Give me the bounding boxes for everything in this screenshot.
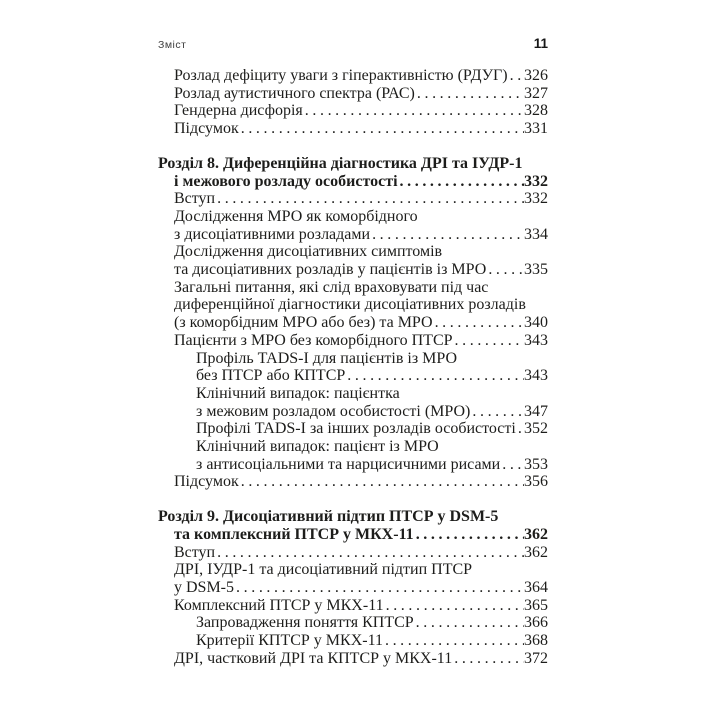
toc-entry <box>158 226 548 244</box>
toc-entry-text: без ПТСР або КПТСР <box>196 367 346 385</box>
toc-entry <box>158 367 548 385</box>
toc-entry-page: 364 <box>524 578 548 596</box>
toc-entry <box>158 420 548 438</box>
toc-entry-page: 335 <box>524 261 548 279</box>
toc-dot-leader <box>345 367 524 385</box>
toc-entry-text: Критерії КПТСР у МКХ-11 <box>196 632 383 650</box>
toc-entry <box>158 85 548 103</box>
toc-entry-page: 365 <box>524 596 548 614</box>
toc-entry <box>158 102 548 120</box>
toc-entry <box>158 526 548 544</box>
toc-entry-page: 353 <box>524 455 548 473</box>
toc-entry-text: Дослідження дисоціативних симптомів <box>174 243 443 261</box>
toc-dot-leader <box>234 579 524 597</box>
toc-entry-page: 331 <box>524 120 548 138</box>
toc-entry-text: Запровадження поняття КПТСР <box>196 614 414 632</box>
toc-dot-leader <box>414 614 524 632</box>
toc-entry <box>158 561 548 579</box>
toc-entry-page: 356 <box>524 473 548 491</box>
toc-entry-page: 327 <box>524 84 548 102</box>
toc-dot-leader <box>500 456 524 474</box>
toc-entry-text: Розділ 8. Диференційна діагностика ДРІ та ІУДР-1 <box>158 154 523 172</box>
toc-entry <box>158 632 548 650</box>
toc-dot-leader <box>384 597 524 615</box>
toc-dot-leader <box>215 190 524 208</box>
running-title: Зміст <box>158 39 187 51</box>
toc-entry-text: Клінічний випадок: пацієнтка <box>196 384 400 402</box>
toc-dot-leader <box>516 420 524 438</box>
toc-entry-text: Підсумок <box>174 473 239 491</box>
toc-entry-page: 362 <box>524 525 548 543</box>
toc-entry-text: Підсумок <box>174 120 239 138</box>
toc-entry-text: Розлад дефіциту уваги з гіперактивністю (РДУГ) <box>174 67 508 84</box>
toc-dot-leader <box>239 120 524 138</box>
toc-entry <box>158 314 548 332</box>
toc-entry-text: Профіль TADS-I для пацієнтів із МРО <box>196 349 458 367</box>
toc-dot-leader <box>215 544 524 562</box>
toc-dot-leader <box>452 650 524 668</box>
toc-dot-leader <box>303 102 524 120</box>
toc-entry-page: 352 <box>524 420 548 438</box>
toc-entry <box>158 597 548 615</box>
toc-entry-text: і межового розладу особистості <box>174 172 398 190</box>
toc-entry <box>158 173 548 191</box>
toc-entry <box>158 438 548 456</box>
toc-entry <box>158 243 548 261</box>
toc-entry-text: з межовим розладом особистості (МРО) <box>196 402 471 420</box>
toc-dot-leader <box>415 85 524 103</box>
toc-entry <box>158 544 548 562</box>
toc-entry-text: Клінічний випадок: пацієнт із МРО <box>196 438 439 456</box>
toc-entry-page: 368 <box>524 632 548 650</box>
toc-entry <box>158 614 548 632</box>
toc-entry-text: Загальні питання, які слід враховувати під час <box>174 278 489 296</box>
toc-entry <box>158 403 548 421</box>
toc-entry <box>158 508 548 526</box>
toc-entry-page: 343 <box>524 331 548 349</box>
toc-entry <box>158 473 548 491</box>
toc-entry-text: Дослідження МРО як коморбідного <box>174 207 418 225</box>
toc-entry-text: Профілі TADS-I за інших розладів особистості <box>196 420 516 438</box>
toc-entry-page: 366 <box>524 614 548 632</box>
toc-entry-page: 372 <box>524 649 548 667</box>
toc-entry-text: диференційної діагностики дисоціативних розладів <box>174 296 526 314</box>
toc-entry <box>158 332 548 350</box>
toc-entry-page: 328 <box>524 102 548 120</box>
page-header <box>158 36 548 51</box>
toc-entry-page: 347 <box>524 402 548 420</box>
toc-dot-leader <box>453 332 524 350</box>
toc-dot-leader <box>470 403 524 421</box>
toc-entry-text: Гендерна дисфорія <box>174 102 303 120</box>
toc-entry <box>158 279 548 297</box>
toc-entry-text: Комплексний ПТСР у МКХ-11 <box>174 596 384 614</box>
toc-entry <box>158 208 548 226</box>
toc-entry <box>158 120 548 138</box>
toc-dot-leader <box>433 314 524 332</box>
toc-entry <box>158 579 548 597</box>
toc-dot-leader <box>239 473 524 491</box>
toc-dot-leader <box>383 632 524 650</box>
toc-entry <box>158 650 548 668</box>
toc-list <box>158 67 548 668</box>
toc-entry <box>158 190 548 208</box>
page-content <box>158 36 548 668</box>
toc-entry-page: 340 <box>524 314 548 332</box>
toc-dot-leader <box>370 226 524 244</box>
toc-entry-text: Пацієнти з МРО без коморбідного ПТСР <box>174 331 453 349</box>
toc-entry-text: Вступ <box>174 190 216 208</box>
toc-entry <box>158 67 548 85</box>
toc-entry-text: Розділ 9. Дисоціативний підтип ПТСР у DSM-5 <box>158 508 499 526</box>
toc-entry-page: 332 <box>524 172 548 190</box>
toc-dot-leader <box>398 173 524 191</box>
toc-entry-page: 332 <box>524 190 548 208</box>
toc-entry-text: ДРІ, частковий ДРІ та КПТСР у МКХ-11 <box>174 649 453 667</box>
toc-entry <box>158 261 548 279</box>
toc-entry <box>158 456 548 474</box>
toc-entry-page: 326 <box>524 67 548 84</box>
toc-dot-leader <box>414 526 524 544</box>
page-number: 11 <box>533 36 548 51</box>
toc-dot-leader <box>486 261 524 279</box>
toc-entry-text: (з коморбідним МРО або без) та МРО <box>174 314 433 332</box>
toc-entry-page: 362 <box>524 543 548 561</box>
toc-entry-text: та комплексний ПТСР у МКХ-11 <box>174 525 414 543</box>
toc-entry <box>158 155 548 173</box>
toc-entry-text: Вступ <box>174 543 216 561</box>
toc-entry-page: 343 <box>524 367 548 385</box>
toc-entry-text: з антисоціальними та нарцисичними рисами <box>196 455 501 473</box>
toc-entry-page: 334 <box>524 225 548 243</box>
toc-dot-leader <box>508 67 524 85</box>
toc-entry-text: у DSM-5 <box>174 578 235 596</box>
toc-entry <box>158 350 548 368</box>
toc-entry <box>158 385 548 403</box>
toc-entry-text: з дисоціативними розладами <box>174 225 371 243</box>
toc-entry-text: та дисоціативних розладів у пацієнтів із МРО <box>174 261 487 279</box>
toc-entry-text: Розлад аутистичного спектра (РАС) <box>174 84 415 102</box>
toc-entry <box>158 296 548 314</box>
toc-entry-text: ДРІ, ІУДР-1 та дисоціативний підтип ПТСР <box>174 561 473 579</box>
